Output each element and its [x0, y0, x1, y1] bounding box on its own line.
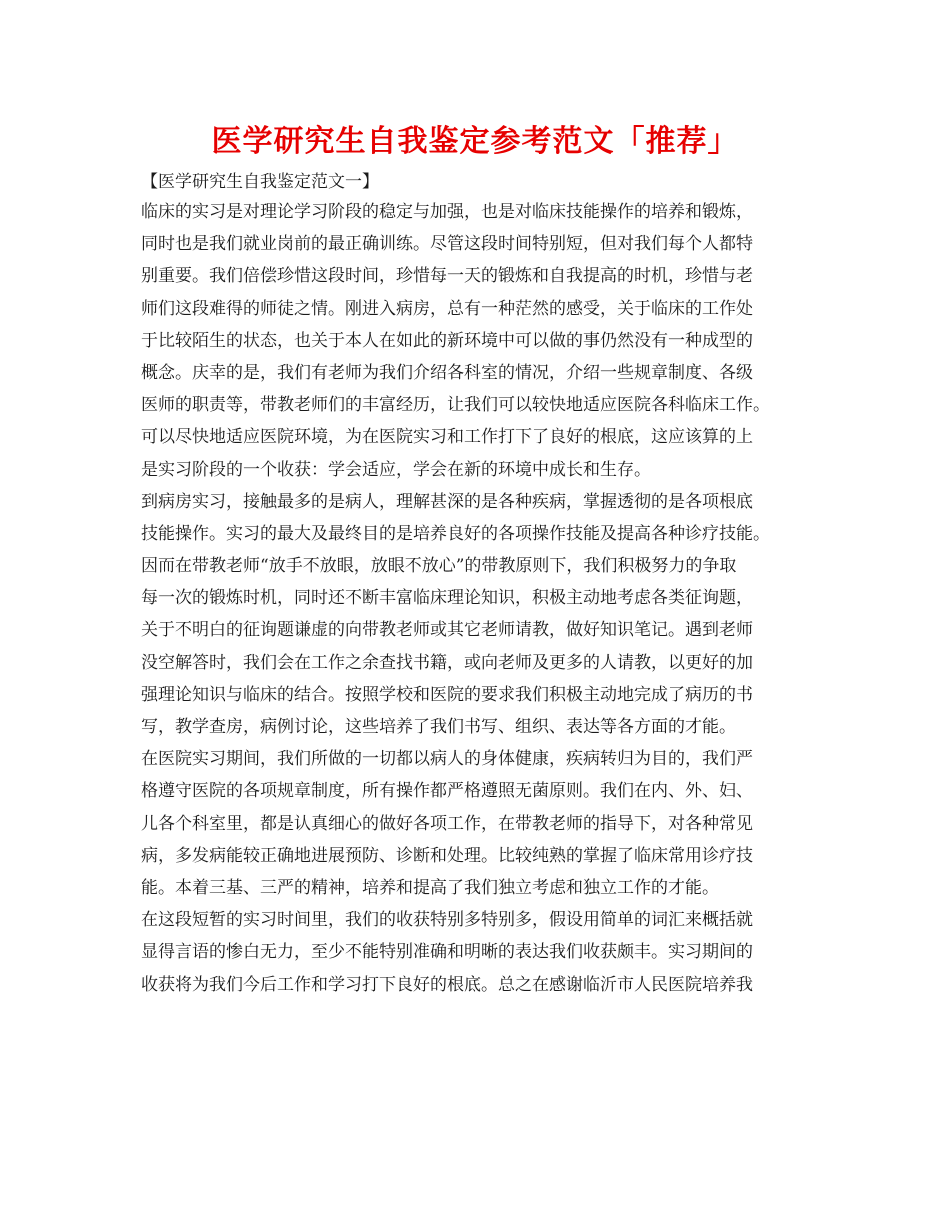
document-body — [141, 168, 841, 1001]
body-line: 能。本着三基、三严的精神，培养和提高了我们独立考虑和独立工作的才能。 — [141, 877, 719, 898]
body-line: 可以尽快地适应医院环境，为在医院实习和工作打下了良好的根底，这应该算的上 — [141, 427, 753, 448]
body-line: 每一次的锻炼时机，同时还不断丰富临床理论知识，积极主动地考虑各类征询题， — [141, 588, 753, 609]
body-line: 于比较陌生的状态，也关于本人在如此的新环境中可以做的事仍然没有一种成型的 — [141, 330, 753, 351]
body-line: 病，多发病能较正确地进展预防、诊断和处理。比较纯熟的掌握了临床常用诊疗技 — [141, 845, 753, 866]
body-line: 显得言语的惨白无力，至少不能特别准确和明晰的表达我们收获颇丰。实习期间的 — [141, 942, 753, 963]
body-line: 概念。庆幸的是，我们有老师为我们介绍各科室的情况，介绍一些规章制度、各级 — [141, 362, 753, 383]
body-line: 格遵守医院的各项规章制度，所有操作都严格遵照无菌原则。我们在内、外、妇、 — [141, 781, 753, 802]
body-line: 写，教学查房，病例讨论，这些培养了我们书写、组织、表达等各方面的才能。 — [141, 717, 736, 737]
body-line: 医师的职责等，带教老师们的丰富经历，让我们可以较快地适应医院各科临床工作。 — [141, 395, 770, 416]
body-line: 到病房实习，接触最多的是病人，理解甚深的是各种疾病，掌握透彻的是各项根底 — [141, 491, 753, 512]
body-line: 因而在带教老师“放手不放眼，放眼不放心”的带教原则下，我们积极努力的争取 — [141, 556, 737, 577]
body-line: 儿各个科室里，都是认真细心的做好各项工作，在带教老师的指导下，对各种常见 — [141, 813, 753, 834]
body-line: 技能操作。实习的最大及最终目的是培养良好的各项操作技能及提高各种诊疗技能。 — [141, 523, 770, 544]
section-heading: 【医学研究生自我鉴定范文一】 — [141, 172, 379, 192]
body-line: 在这段短暂的实习时间里，我们的收获特别多特别多，假设用简单的词汇来概括就 — [141, 910, 753, 931]
body-line: 临床的实习是对理论学习阶段的稳定与加强，也是对临床技能操作的培养和锻炼， — [141, 202, 753, 222]
body-line: 收获将为我们今后工作和学习打下良好的根底。总之在感谢临沂市人民医院培养我 — [141, 974, 753, 995]
body-line: 师们这段难得的师徒之情。刚进入病房，总有一种茫然的感受，关于临床的工作处 — [141, 298, 753, 319]
body-line: 没空解答时，我们会在工作之余查找书籍，或向老师及更多的人请教，以更好的加 — [141, 652, 753, 673]
body-line: 在医院实习期间，我们所做的一切都以病人的身体健康，疾病转归为目的，我们严 — [141, 749, 753, 770]
body-line: 强理论知识与临床的结合。按照学校和医院的要求我们积极主动地完成了病历的书 — [141, 684, 753, 705]
body-line: 关于不明白的征询题谦虚的向带教老师或其它老师请教，做好知识笔记。遇到老师 — [141, 620, 753, 641]
body-line: 是实习阶段的一个收获：学会适应，学会在新的环境中成长和生存。 — [141, 459, 651, 480]
body-line: 同时也是我们就业岗前的最正确训练。尽管这段时间特别短，但对我们每个人都特 — [141, 234, 753, 255]
body-line: 别重要。我们倍偿珍惜这段时间，珍惜每一天的锻炼和自我提高的时机，珍惜与老 — [141, 266, 753, 287]
document-title: 医学研究生自我鉴定参考范文「推荐」 — [211, 124, 739, 159]
